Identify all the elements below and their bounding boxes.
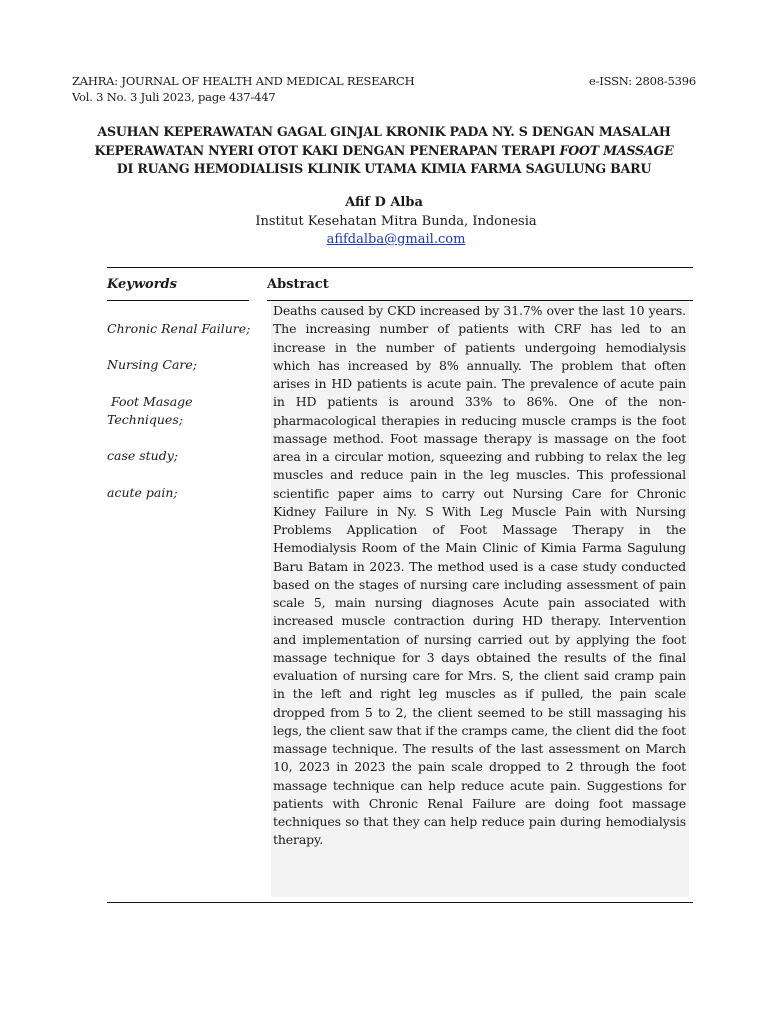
author-email — [0, 231, 768, 249]
keywords-divider — [107, 300, 249, 301]
journal-header — [72, 73, 414, 105]
title-part2: DI RUANG HEMODIALISIS KLINIK UTAMA KIMIA FARMA SAGULUNG BARU — [116, 161, 652, 176]
keyword-item: acute pain; — [107, 484, 178, 500]
paper-title — [90, 123, 678, 179]
journal-name: ZAHRA: JOURNAL OF HEALTH AND MEDICAL RESEARCH — [72, 74, 415, 88]
issn: e-ISSN: 2808-5396 — [589, 74, 696, 88]
title-part1: ASUHAN KEPERAWATAN GAGAL GINJAL KRONIK PADA NY. S DENGAN MASALAH KEPERAWATAN NYERI OTOT KAKI DENGAN PENERAPAN TERAPI — [94, 124, 671, 158]
keyword-item: Chronic Renal Failure; — [107, 321, 251, 336]
title-italic: FOOT MASSAGE — [559, 142, 674, 158]
abstract-heading: Abstract — [267, 277, 329, 292]
keywords-list — [107, 320, 257, 520]
keyword-item: Foot Masage Techniques; — [107, 393, 197, 427]
keywords-heading: Keywords — [107, 277, 177, 292]
divider-bottom — [107, 902, 693, 903]
email-link[interactable]: afifdalba@gmail.com — [326, 232, 466, 247]
author-affiliation: Institut Kesehatan Mitra Bunda, Indonesia — [255, 214, 537, 229]
divider-top — [107, 267, 693, 268]
keyword-item: case study; — [107, 448, 179, 464]
author-name: Afif D Alba — [345, 195, 423, 210]
journal-volume: Vol. 3 No. 3 Juli 2023, page 437-447 — [72, 90, 276, 104]
keyword-item: Nursing Care; — [107, 357, 198, 373]
abstract-body: Deaths caused by CKD increased by 31.7% over the last 10 years. The increasing number of patients with CRF has led to an increase in the number of patients undergoing hemodialysis which has increased by 8% annually. The problem that often arises in HD patients is acute pain. The prevalence of acute pain in HD patients is around 33% to 86%. One of the non-pharmacological therapies in reducing muscle cramps is the foot massage method. Foot massage therapy is massage on the foot area in a circular motion, squeezing and rubbing to relax the leg muscles and reduce pain in the leg muscles. This professional scientific paper aims to carry out Nursing Care for Chronic Kidney Failure in Ny. S With Leg Muscle Pain with Nursing Problems Application of Foot Massage Therapy in the Hemodialysis Room of the Main Clinic of Kimia Farma Sagulung Baru Batam in 2023. The method used is a case study conducted based on the stages of nursing care including assessment of pain scale 5, main nursing diagnoses Acute pain associated with increased muscle contraction during HD therapy. Intervention and implementation of nursing carried out by applying the foot massage technique for 3 days obtained the results of the final evaluation of nursing care for Mrs. S, the client said cramp pain in the left and right leg muscles as if pulled, the pain scale dropped from 5 to 2, the client seemed to be still massaging his legs, the client saw that if the cramps came, the client did the foot massage technique. The results of the last assessment on March 10, 2023 in 2023 the pain scale dropped to 2 through the foot massage technique can help reduce acute pain. Suggestions for patients with Chronic Renal Failure are doing foot massage techniques so that they can help reduce pain during hemodialysis therapy. — [273, 303, 686, 848]
